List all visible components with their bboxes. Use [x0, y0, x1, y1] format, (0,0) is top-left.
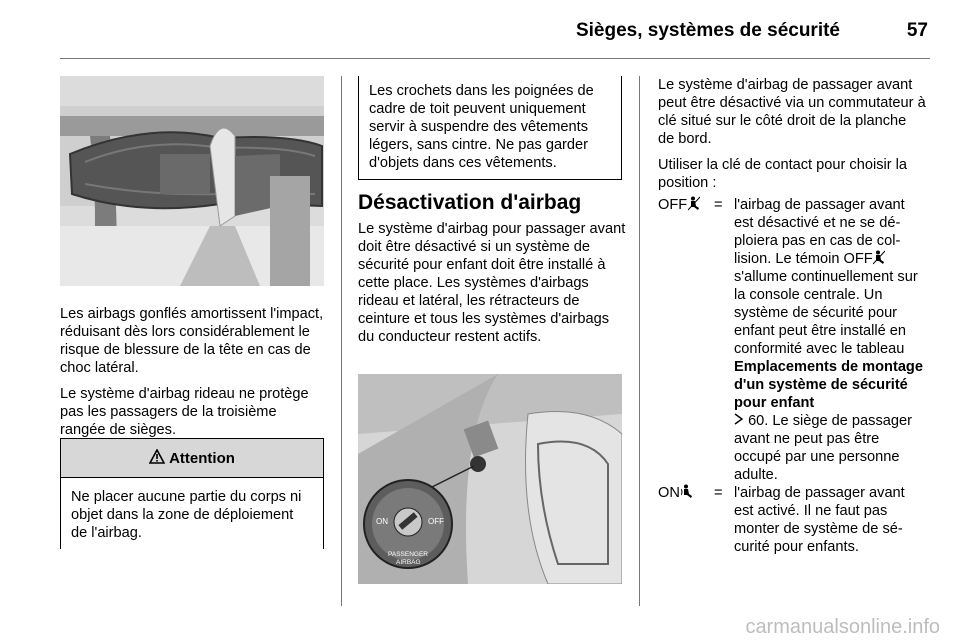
- airbag-on-icon: [681, 484, 693, 499]
- roof-hooks-note: Les crochets dans les poignées de cadre de toit peuvent uniquement servir à suspendre des vêtements légers, sans cintre. Ne pas garder d'objets dans ces vêtements.: [358, 76, 622, 180]
- paragraph-third-row-note: Le système d'airbag rideau ne protège pas les passagers de la troisième rangée de sièges.: [60, 386, 309, 438]
- airbag-off-icon: [688, 196, 700, 211]
- warning-triangle-icon: [149, 449, 165, 468]
- section-heading: Désactivation d'airbag: [358, 191, 582, 214]
- definition-on-equals: =: [714, 485, 723, 501]
- paragraph-curtain-airbag-protection: Les airbags gonflés amortissent l'impact, réduisant dès lors considérablement le risque de blessure de la tête en cas de choc latéral.: [60, 306, 324, 376]
- attention-box: [60, 438, 324, 549]
- side-airbag-photo: [60, 76, 324, 286]
- switch-label-line1: PASSENGER: [388, 551, 428, 558]
- definition-on-text: l'airbag de passager avant est activé. Il ne faut pas monter de système de sécurité pour enfants.: [734, 485, 905, 555]
- position-definitions: [658, 196, 924, 556]
- watermark: carmanualsonline.info: [745, 616, 940, 638]
- header-rule: [60, 58, 930, 59]
- definition-off-text-a: l'airbag de passager avant est désactivé et ne se déploiera pas en cas de collision. Le témoin OFF: [734, 197, 905, 267]
- definition-off: [658, 196, 924, 484]
- child-seat-table-reference: Emplacements de montage d'un système de sécurité pour enfant: [734, 359, 923, 411]
- definition-off-text-b: s'allume continuellement sur la console centrale. Un système de sécurité pour enfant peut être installé en conformité avec le tableau: [734, 269, 918, 357]
- column-divider-2: [639, 76, 640, 606]
- airbag-key-switch-photo: [358, 374, 622, 584]
- definition-on-term: ON: [658, 485, 680, 501]
- column-divider-1: [341, 76, 342, 606]
- warning-lamp-off-icon: [873, 250, 885, 265]
- switch-on-label: ON: [376, 517, 388, 526]
- attention-header: [61, 439, 323, 478]
- page-reference-arrow-icon: [734, 413, 748, 429]
- paragraph-deactivation: Le système d'airbag pour passager avant doit être désactivé si un système de sécurité pour enfant doit être installé à cette place. Les systèmes d'airbags rideau et latéral, les rétracteurs de ceinture et tous les systèmes d'airbags du conducteur restent actifs.: [358, 221, 626, 345]
- page-number: 57: [906, 20, 928, 41]
- paragraph-choose-position: Utiliser la clé de contact pour choisir la position :: [658, 157, 908, 191]
- paragraph-key-switch: Le système d'airbag de passager avant peut être désactivé via un commutateur à clé situé sur le côté droit de la planche de bord.: [658, 77, 926, 147]
- definition-off-equals: =: [714, 197, 723, 213]
- switch-off-label: OFF: [428, 517, 444, 526]
- definition-off-text-c: 60. Le siège de passager avant ne peut pas être occupé par une personne adulte.: [734, 413, 912, 483]
- attention-title: Attention: [169, 449, 235, 467]
- switch-label-line2: AIRBAG: [396, 559, 421, 566]
- page-header-title: Sièges, systèmes de sécurité: [575, 20, 840, 41]
- definition-off-term: OFF: [658, 197, 688, 213]
- definition-on: [658, 484, 924, 556]
- attention-body: Ne placer aucune partie du corps ni objet dans la zone de déploiement de l'airbag.: [71, 489, 302, 541]
